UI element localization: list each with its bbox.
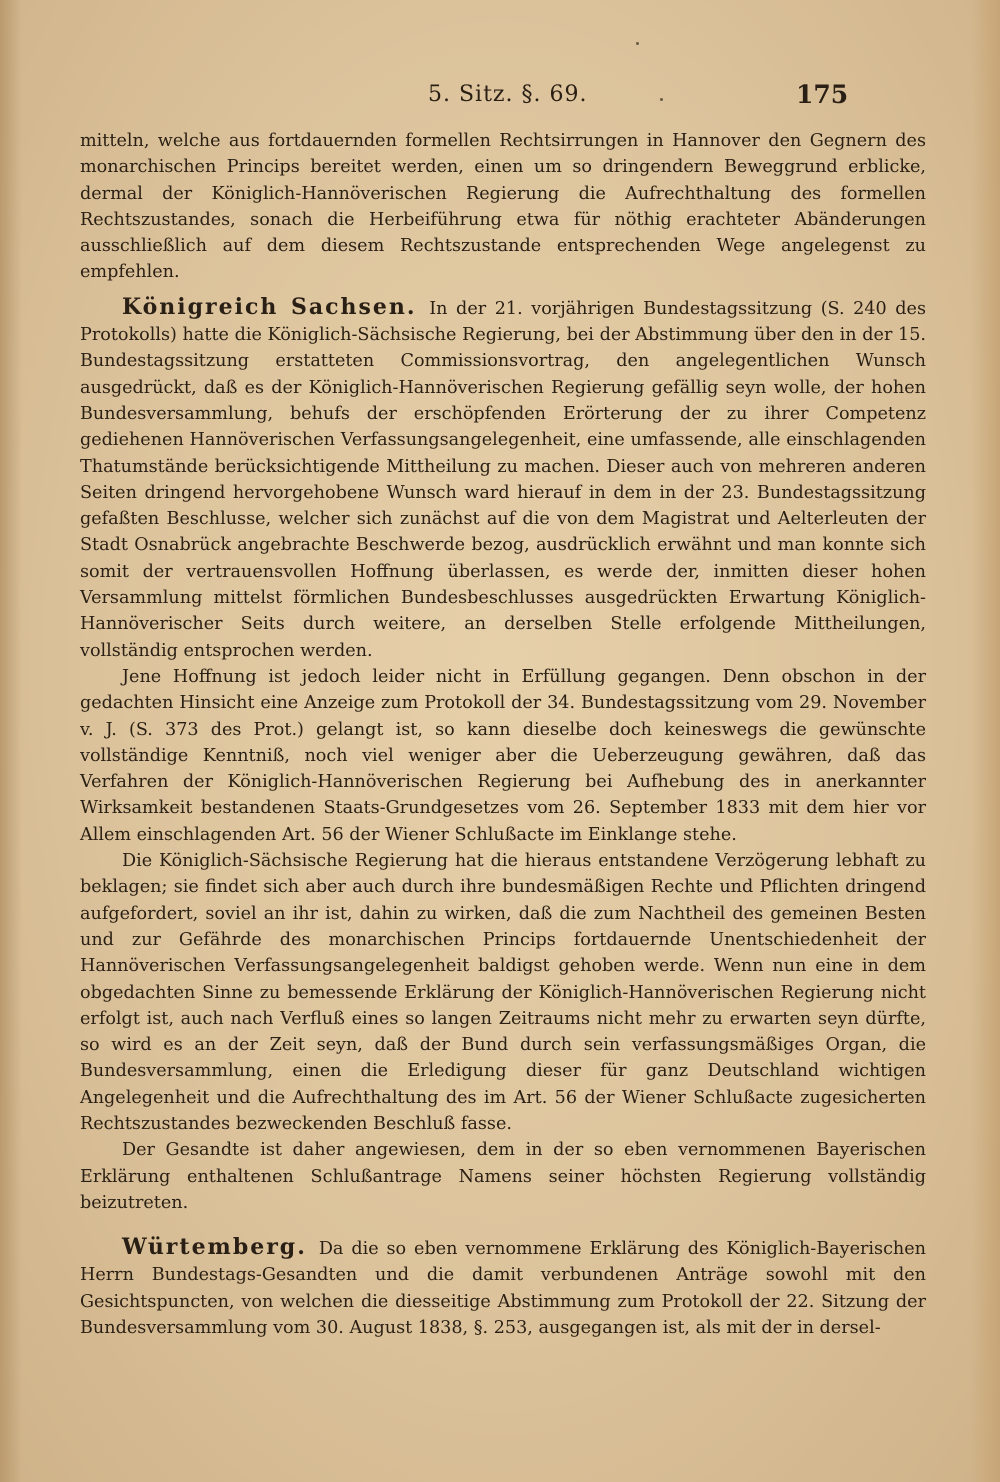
paragraph-5 [80,1137,926,1216]
paper-speck [660,98,663,101]
paper-speck [636,42,639,45]
section-heading-wuertemberg: Würtemberg. [122,1234,319,1261]
body-text [80,128,926,1341]
page-header [0,82,1000,116]
paragraph-text: mitteln, welche aus fortdauernden formellen Rechtsirrungen in Hannover den Gegnern des monarchischen Princips bereitet werden, einen um so dringendern Beweggrund erblicke, dermal der Königlich-Hannöverischen Regierung die Aufrechthaltung des formellen Rechtszustandes, sonach die Herbeiführung etwa für nöthig erachteter Abänderungen ausschließlich auf dem diesem Rechtszustande entsprechenden Wege angelegenst zu empfehlen. [80,131,926,283]
paragraph-text: Der Gesandte ist daher angewiesen, dem in der so eben vernommenen Bayerischen Erklärung enthaltenen Schlußantrage Namens seiner höchsten Regierung vollständig beizutreten. [80,1140,926,1213]
section-heading-sachsen: Königreich Sachsen. [122,293,430,320]
paragraph-4 [80,848,926,1137]
paragraph-wuertemberg [80,1234,926,1341]
paragraph-text: Da die so eben vernommene Erklärung des Königlich-Bayerischen Herrn Bundestags-Gesandten und die damit verbundenen Anträge sowohl mit den Gesichtspuncten, von welchen die diesseitige Abstimmung zum Protokoll der 22. Sitzung der Bundesversammlung vom 30. August 1838, §. 253, ausgegangen ist, als mit der in dersel- [80,1239,926,1339]
paragraph-text: Jene Hoffnung ist jedoch leider nicht in Erfüllung gegangen. Denn obschon in der gedachten Hinsicht eine Anzeige zum Protokoll der 34. Bundestagssitzung vom 29. November v. J. (S. 373 des Prot.) gelangt ist, so kann dieselbe doch keineswegs die gewünschte vollständige Kenntniß, noch viel weniger aber die Ueberzeugung gewähren, daß das Verfahren der Königlich-Hannöverischen Regierung bei Aufhebung des in anerkannter Wirksamkeit bestandenen Staats-Grundgesetzes vom 26. September 1833 mit dem hier vor Allem einschlagenden Art. 56 der Wiener Schlußacte im Einklange stehe. [80,666,926,845]
paragraph-text: In der 21. vorjährigen Bundestagssitzung (S. 240 des Protokolls) hatte die Königlich-Sächsische Regierung, bei der Abstimmung über den in der 15. Bundestagssitzung erstatteten Commissionsvortrag, den angelegentlichen Wunsch ausgedrückt, daß es der Königlich-Hannöverischen Regierung gefällig seyn wolle, der hohen Bundesversammlung, behufs der erschöpfenden Erörterung der zu ihrer Competenz gediehenen Hannöverischen Verfassungsangelegenheit, eine umfassende, alle einschlagenden Thatumstände berücksichtigende Mittheilung zu machen. Dieser auch von mehreren anderen Seiten dringend hervorgehobene Wunsch ward hierauf in dem in der 23. Bundestagssitzung gefaßten Beschlusse, welcher sich zunächst auf die von dem Magistrat und Aelterleuten der Stadt Osnabrück angebrachte Beschwerde bezog, ausdrücklich erwähnt und man konnte sich somit der vertrauensvollen Hoffnung überlassen, es werde der, inmitten dieser hohen Versammlung mittelst förmlichen Bundesbeschlusses ausgedrückten Erwartung Königlich-Hannöverischer Seits durch weitere, an derselben Stelle erfolgende Mittheilungen, vollständig entsprochen werden. [80,298,926,661]
paragraph-3 [80,664,926,848]
page-number: 175 [796,80,849,109]
paragraph-1 [80,128,926,286]
paragraph-text: Die Königlich-Sächsische Regierung hat die hieraus entstandene Verzögerung lebhaft zu beklagen; sie findet sich aber auch durch ihre bundesmäßigen Rechte und Pflichten dringend aufgefordert, soviel an ihr ist, dahin zu wirken, daß die zum Nachtheil des gemeinen Besten und zur Gefährde des monarchischen Princips fortdauernde Unentschiedenheit der Hannöverischen Verfassungsangelegenheit baldigst gehoben werde. Wenn nun eine in dem obgedachten Sinne zu bemessende Erklärung der Königlich-Hannöverischen Regierung nicht erfolgt ist, auch nach Verfluß eines so langen Zeitraums nicht mehr zu erwarten seyn dürfte, so wird es an der Zeit seyn, daß der Bund durch sein verfassungsmäßiges Organ, die Bundesversammlung, einen die Erledigung dieser für ganz Deutschland wichtigen Angelegenheit und die Aufrechthaltung des im Art. 56 der Wiener Schlußacte zugesicherten Rechtszustandes bezweckenden Beschluß fasse. [80,851,926,1134]
paragraph-sachsen [80,294,926,664]
running-head: 5. Sitz. §. 69. [428,82,588,107]
